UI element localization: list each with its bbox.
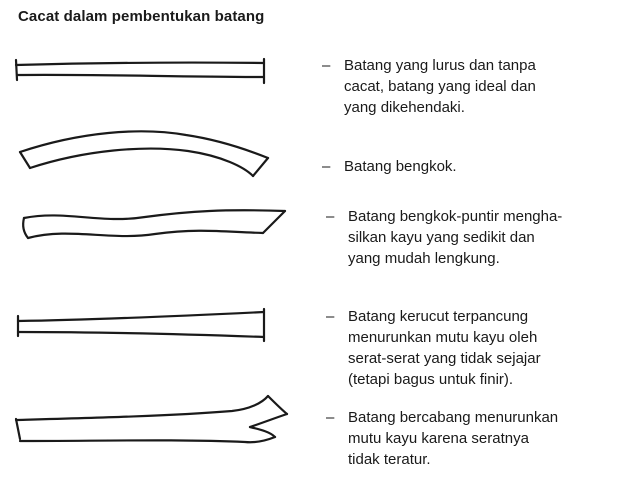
item-text-line: yang dikehendaki. (344, 99, 465, 116)
list-dash: – (326, 308, 335, 325)
list-dash: – (322, 57, 331, 74)
trunk-bent-sketch (20, 131, 268, 176)
item-text-line: Batang yang lurus dan tanpa (344, 57, 536, 74)
item-text-line: cacat, batang yang ideal dan (344, 78, 536, 95)
item-text-line: silkan kayu yang sedikit dan (348, 229, 535, 246)
diagram-title: Cacat dalam pembentukan batang (18, 8, 265, 25)
list-dash: – (326, 409, 335, 426)
item-text-line: Batang bengkok. (344, 158, 457, 175)
item-text-line: yang mudah lengkung. (348, 250, 500, 267)
item-text-line: (tetapi bagus untuk finir). (348, 371, 514, 388)
item-text-line: Batang bercabang menurunkan (348, 409, 559, 426)
item-text-line: mutu kayu karena seratnya (348, 430, 529, 447)
trunk-straight-sketch (16, 59, 264, 83)
list-dash: – (326, 208, 335, 225)
trunk-bent-twisted-sketch (23, 210, 285, 238)
item-text-line: Batang bengkok-puntir mengha- (348, 208, 563, 225)
item-text-line: menurunkan mutu kayu oleh (348, 329, 538, 346)
trunk-tapered-sketch (18, 309, 264, 341)
item-text-line: serat-serat yang tidak sejajar (348, 350, 541, 367)
list-dash: – (322, 158, 331, 175)
trunk-forked-sketch (16, 396, 287, 442)
item-text-line: tidak teratur. (348, 451, 431, 468)
item-text-line: Batang kerucut terpancung (348, 308, 529, 325)
